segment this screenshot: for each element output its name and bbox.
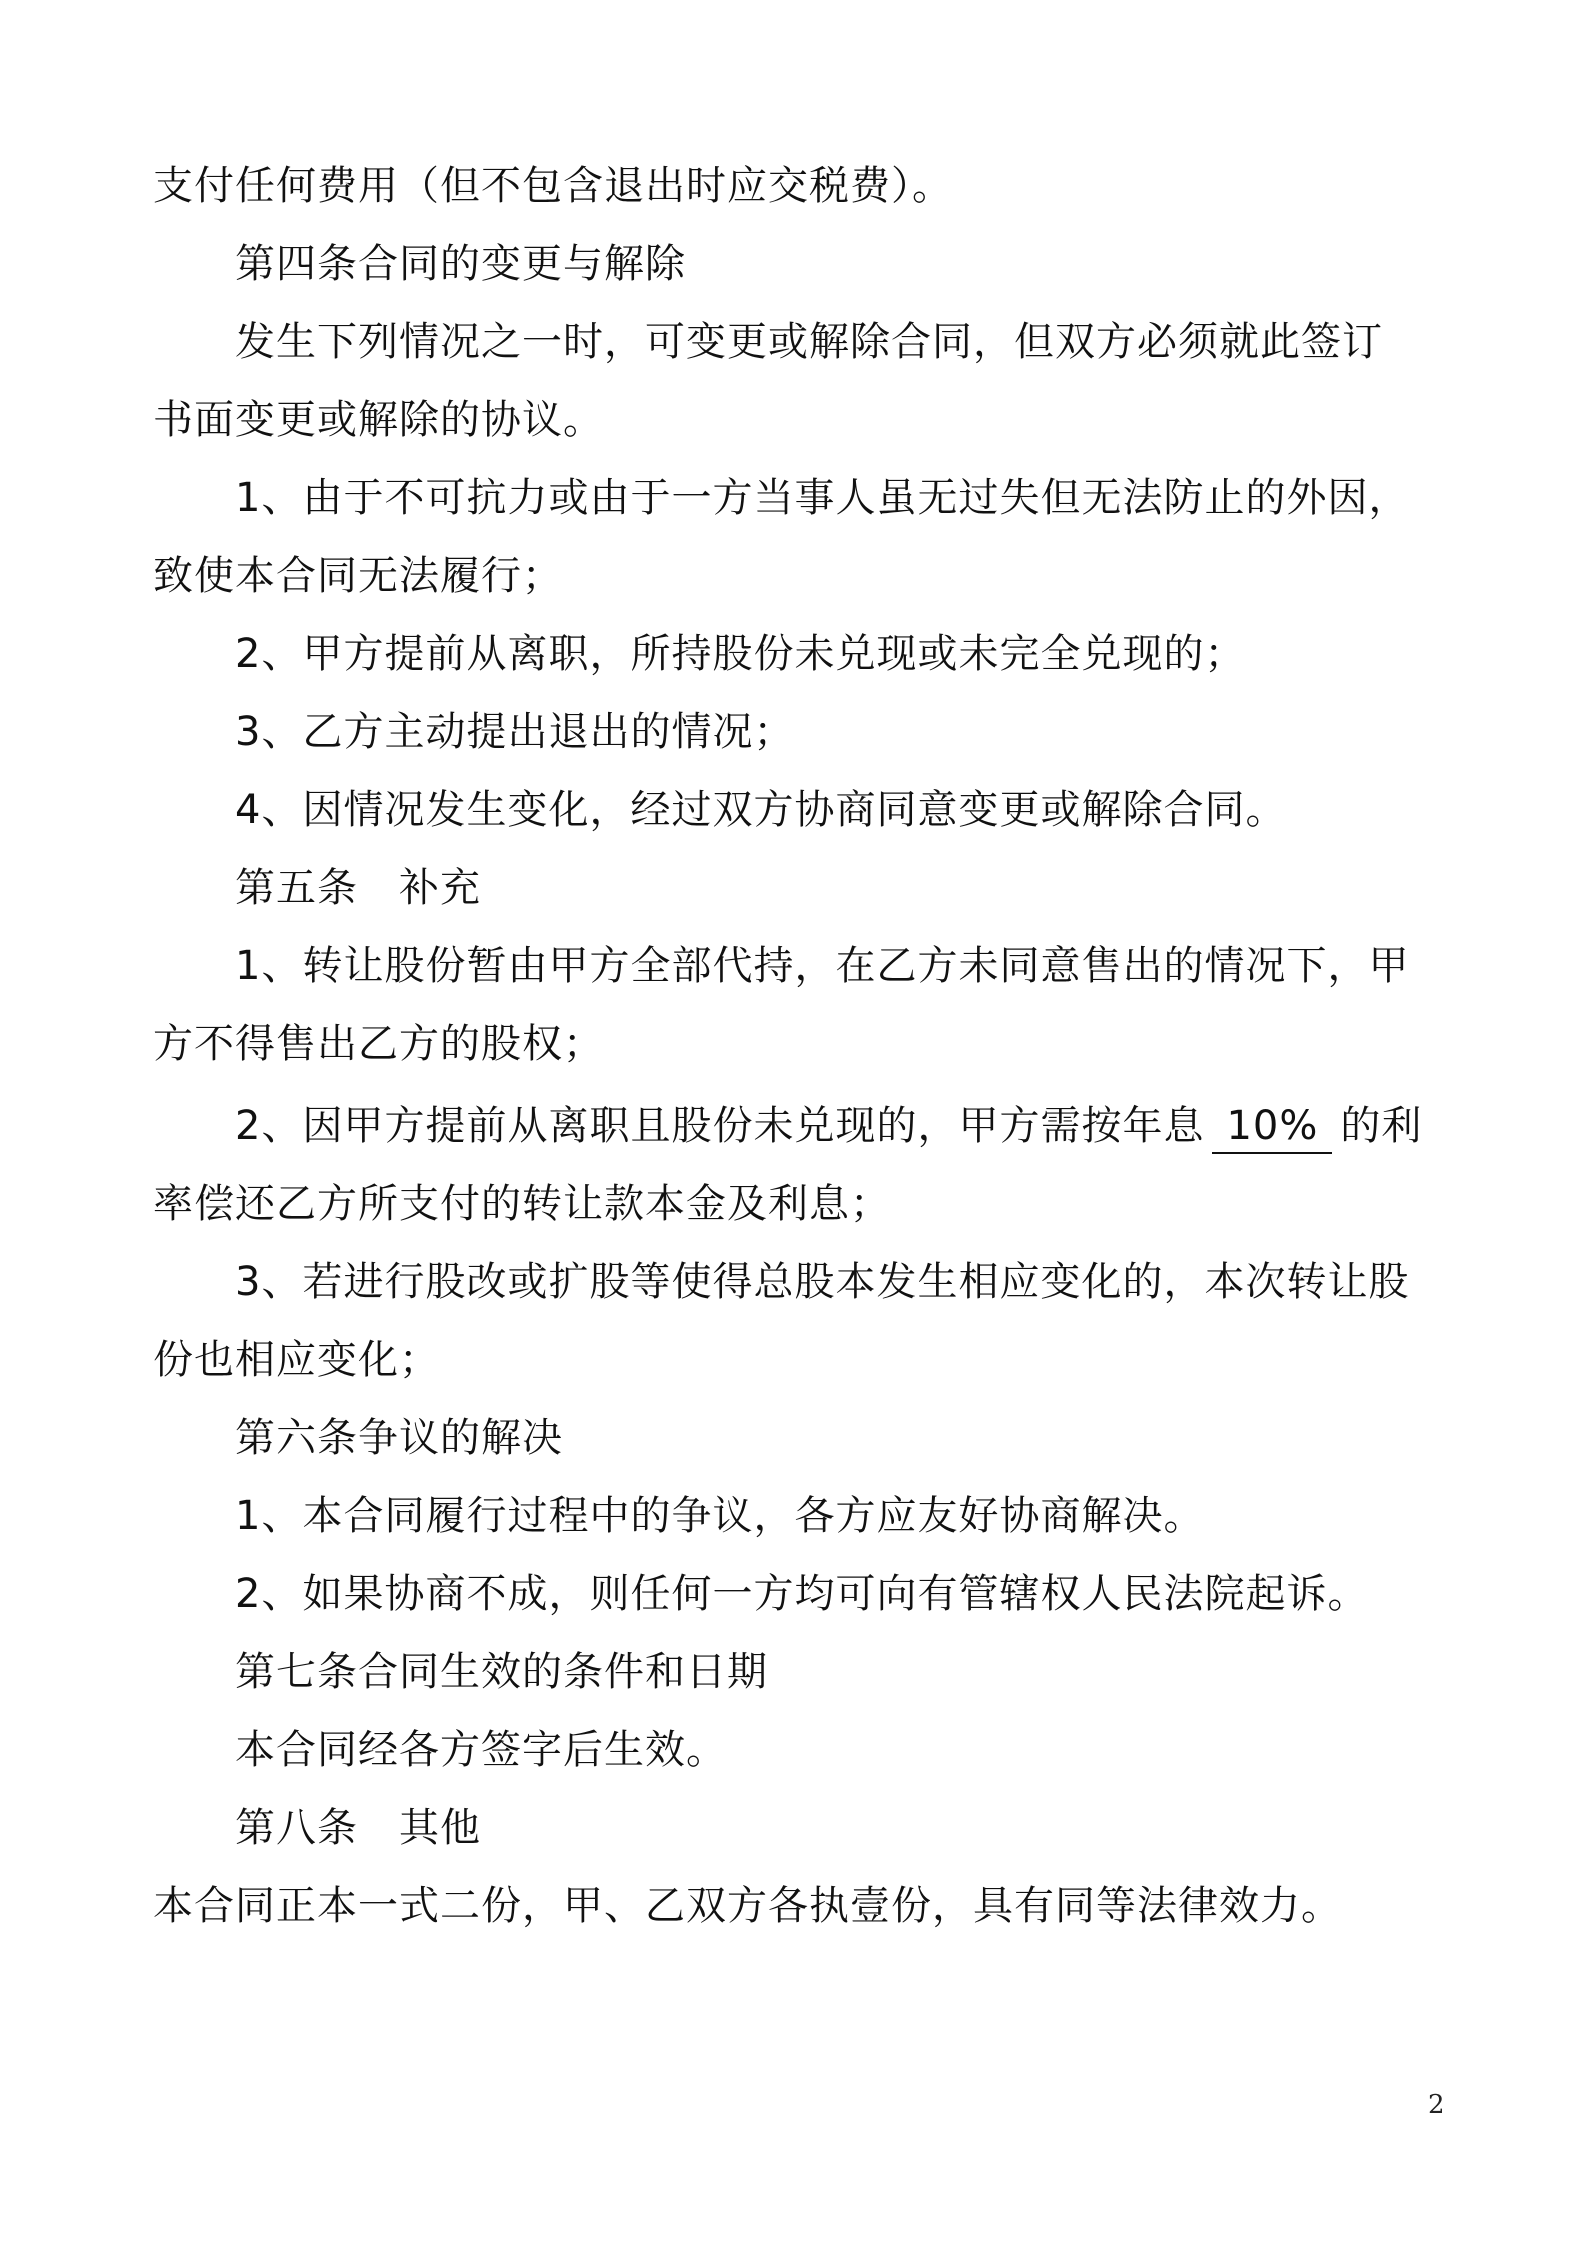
text-line-7: 2、甲方提前从离职，所持股份未兑现或未完全兑现的； [235, 631, 1246, 677]
text-line-18: 1、本合同履行过程中的争议，各方应友好协商解决。 [235, 1493, 1205, 1539]
text-line-14: 率偿还乙方所支付的转让款本金及利息； [153, 1181, 891, 1227]
text-line-13 [235, 1098, 1422, 1154]
section-heading-4: 第四条合同的变更与解除 [235, 241, 686, 287]
section-heading-6: 第六条争议的解决 [235, 1415, 563, 1461]
section-heading-5: 第五条 补充 [235, 865, 481, 911]
text-line-11: 1、转让股份暂由甲方全部代持，在乙方未同意售出的情况下，甲 [235, 943, 1410, 989]
text-line-19: 2、如果协商不成，则任何一方均可向有管辖权人民法院起诉。 [235, 1571, 1369, 1617]
text-line-15: 3、若进行股改或扩股等使得总股本发生相应变化的，本次转让股 [235, 1259, 1410, 1305]
text-line-9: 4、因情况发生变化，经过双方协商同意变更或解除合同。 [235, 787, 1287, 833]
text-line-13-before: 2、因甲方提前从离职且股份未兑现的，甲方需按年息 [235, 1103, 1205, 1149]
text-line-23: 本合同正本一式二份，甲、乙双方各执壹份，具有同等法律效力。 [153, 1883, 1342, 1929]
text-line-13-after: 的利 [1340, 1103, 1423, 1149]
text-line-21: 本合同经各方签字后生效。 [235, 1727, 727, 1773]
text-line-8: 3、乙方主动提出退出的情况； [235, 709, 795, 755]
text-line-12: 方不得售出乙方的股权； [153, 1021, 604, 1067]
text-line-16: 份也相应变化； [153, 1337, 440, 1383]
interest-rate-blank: 10% [1212, 1102, 1332, 1154]
text-line-6: 致使本合同无法履行； [153, 553, 563, 599]
section-heading-8: 第八条 其他 [235, 1805, 481, 1851]
text-line-4: 书面变更或解除的协议。 [153, 397, 604, 443]
section-heading-7: 第七条合同生效的条件和日期 [235, 1649, 768, 1695]
text-line-3: 发生下列情况之一时，可变更或解除合同，但双方必须就此签订 [235, 319, 1383, 365]
text-line-1: 支付任何费用（但不包含退出时应交税费）。 [153, 163, 953, 209]
text-line-5: 1、由于不可抗力或由于一方当事人虽无过失但无法防止的外因， [235, 475, 1410, 521]
page-number: 2 [1428, 2090, 1445, 2120]
